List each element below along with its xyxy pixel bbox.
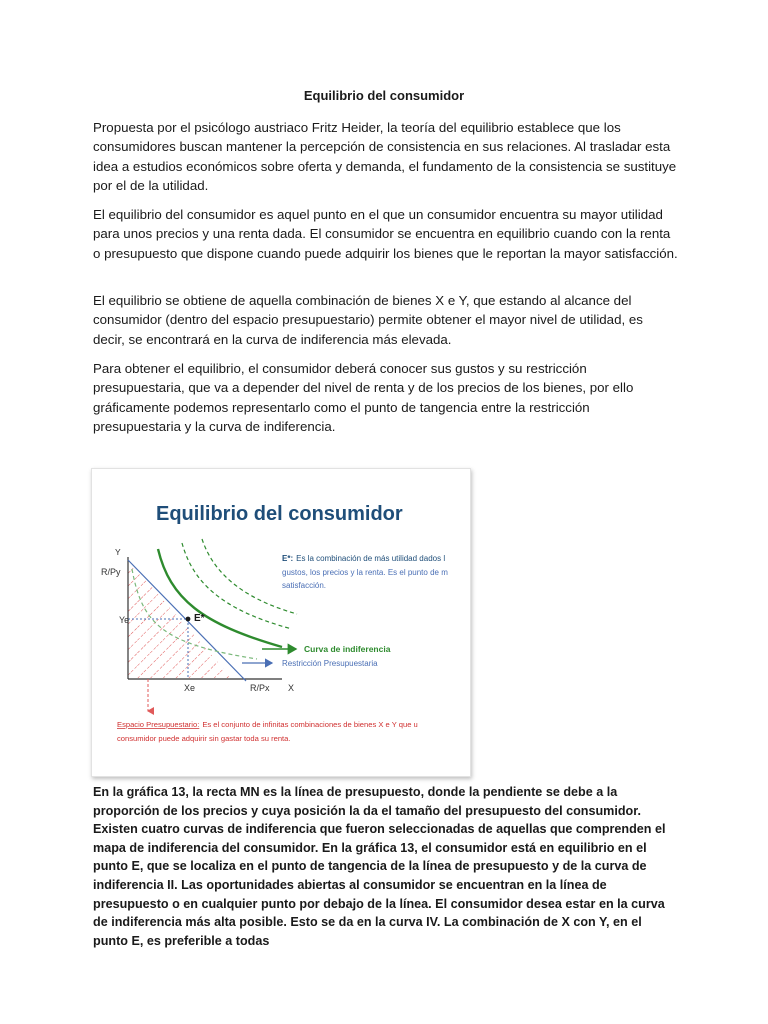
curve-legend-label: Curva de indiferencia: [304, 644, 391, 654]
ye-label: Ye: [119, 615, 130, 625]
budget-legend-label: Restricción Presupuestaria: [282, 659, 378, 668]
paragraph-1: Propuesta por el psicólogo austriaco Fritz Heider, la teoría del equilibrio establece que los consumidores buscan mantener la percepción de consistencia en sus relaciones. Al trasladar esta idea a estudios económicos sobre oferta y demanda, el fundamento de la consistencia se sustituye por el de la utilidad.: [93, 120, 677, 194]
equilibrium-label: E*: [194, 613, 205, 624]
document-title: Equilibrio del consumidor: [303, 88, 465, 103]
equilibrium-point: [186, 617, 191, 622]
space-note-label: Espacio Presupuestario:: [117, 720, 200, 729]
point-note-line-1: [282, 554, 445, 563]
paragraph-5: En la gráfica 13, la recta MN es la línea de presupuesto, donde la pendiente se debe a la proporción de los precios y cuya posición la da el tamaño del presupuesto del consumidor. Existen cuatro curvas de indiferencia que fueron seleccionadas de aquellas que comprenden el mapa de indiferencia del consumidor. En la gráfica 13, el consumidor está en equilibrio en el punto E, que se localiza en el punto de tangencia de la línea de presupuesto y de la curva de indiferencia II. Las oportunidades abiertas al consumidor se encuentran en la línea de presupuesto o en cualquier punto por debajo de la línea. El consumidor desea estar en la curva de indiferencia más alta posible. Esto se da en la curva IV. La combinación de X con Y, en el punto E, es preferible a todas: [93, 785, 666, 948]
figure-title: Equilibrio del consumidor: [156, 503, 403, 525]
space-note-text-1: Es el conjunto de infinitas combinaciones de bienes X e Y que u: [202, 720, 418, 729]
xe-label: Xe: [184, 683, 196, 693]
paragraph-3: El equilibrio se obtiene de aquella combinación de bienes X e Y, que estando al alcance del consumidor (dentro del espacio presupuestario) permite obtener el mayor nivel de utilidad, es decir, se encontrará en la curva de indiferencia más elevada.: [93, 293, 643, 347]
space-note-line-2: consumidor puede adquirir sin gastar toda su renta.: [117, 734, 291, 743]
y-intercept-label: R/Py: [101, 567, 121, 577]
point-note-line-2: gustos, los precios y la renta. Es el punto de m: [282, 568, 448, 577]
y-axis-label: Y: [115, 547, 121, 557]
paragraph-4: Para obtener el equilibrio, el consumidor deberá conocer sus gustos y su restricción presupuestaria, que va a depender del nivel de renta y de los precios de los bienes, por ello gráficamente podemos representarlo como el punto de tangencia entre la restricción presupuestaria y la curva de indiferencia.: [93, 361, 634, 435]
point-note-line-3: satisfacción.: [282, 581, 327, 590]
consumer-equilibrium-figure: [91, 468, 471, 777]
x-axis-label: X: [288, 683, 295, 693]
point-note-text-1: Es la combinación de más utilidad dados l: [296, 554, 446, 563]
space-note-line-1: [117, 720, 418, 729]
paragraph-2: El equilibrio del consumidor es aquel punto en el que un consumidor encuentra su mayor utilidad para unos precios y una renta dada. El consumidor se encuentra en equilibrio cuando con la renta o presupuesto que dispone cuando puede adquirir los bienes que le reportan la mayor satisfacción.: [93, 207, 678, 261]
x-intercept-label: R/Px: [250, 683, 270, 693]
point-note-label: E*:: [282, 554, 294, 563]
figure-svg: [92, 469, 470, 776]
